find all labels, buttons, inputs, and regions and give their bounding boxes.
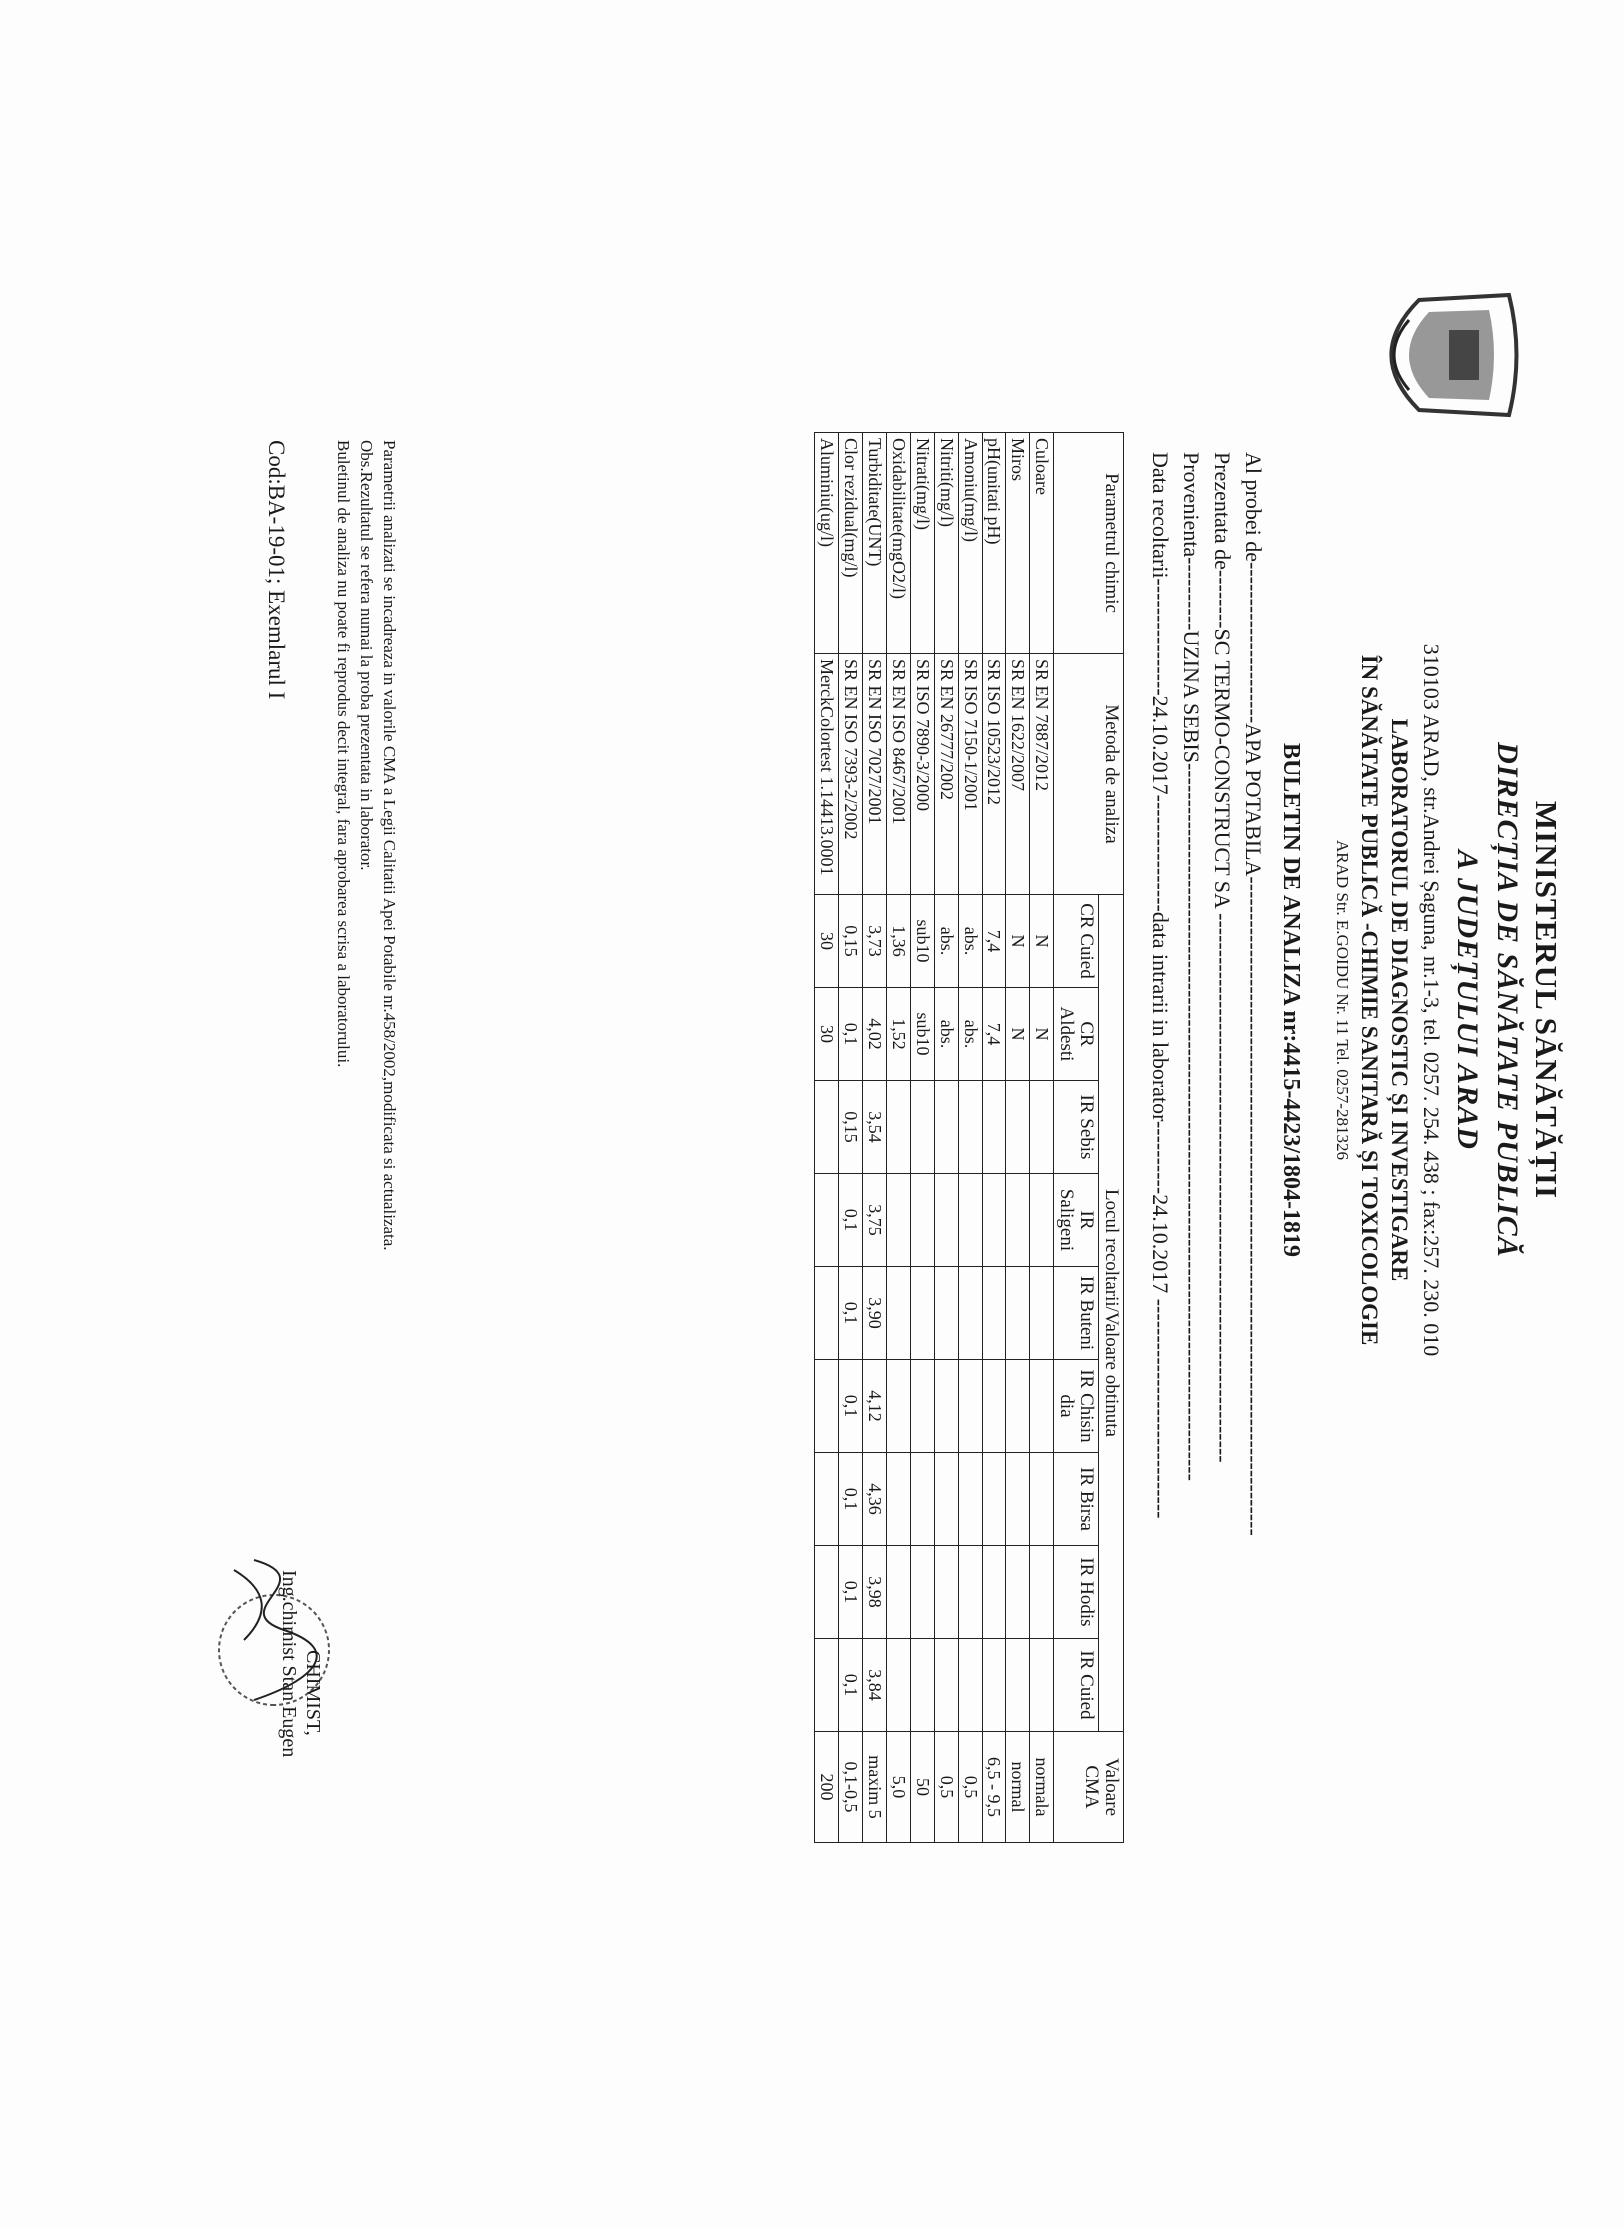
value-cell xyxy=(934,1081,958,1174)
value-cell: 3,84 xyxy=(863,1639,887,1732)
value-cell: 0,15 xyxy=(839,1081,863,1174)
value-cell: 3,98 xyxy=(863,1546,887,1639)
cma-cell: 0,5 xyxy=(934,1732,958,1843)
cma-cell: maxim 5 xyxy=(863,1732,887,1843)
value-cell: 0,1 xyxy=(839,1174,863,1267)
value-cell xyxy=(982,1267,1006,1360)
laboratory-address: ARAD Str. E.GOIDU Nr. 11 Tel. 0257-281326 xyxy=(1333,840,1352,1160)
method-cell: MerckColortest 1.14413.0001 xyxy=(815,654,839,895)
location-header: IR Hodis xyxy=(1054,1546,1099,1639)
sampling-dates: Data recoltarii----------------24.10.2017----------------data intrarii in laborator----------24.10.2017 ------------------------------ xyxy=(1148,452,1173,1519)
note-compliance: Parametrii analizati se incadreaza in valorile CMA a Legii Calitatii Apei Potabile nr.458/2002,modificata si actualizata. xyxy=(380,440,399,1251)
value-cell xyxy=(1030,1360,1054,1453)
origin: Provenienta----------UZINA SEBIS-------------------------------------------------------------------------------------------------- xyxy=(1179,452,1204,1481)
parameter-cell: Nitriti(mg/l) xyxy=(934,433,958,654)
ministry-title: MINISTERUL SĂNĂTĂȚII xyxy=(1529,800,1564,1200)
value-cell: N xyxy=(1030,988,1054,1081)
table-row xyxy=(1030,433,1054,1843)
value-cell xyxy=(1006,1360,1030,1453)
value-cell: 7,4 xyxy=(982,895,1006,988)
value-cell xyxy=(982,1174,1006,1267)
table-row xyxy=(1006,433,1030,1843)
method-cell: SR EN 26777/2002 xyxy=(934,654,958,895)
value-cell xyxy=(910,1546,934,1639)
value-cell xyxy=(934,1639,958,1732)
value-cell xyxy=(910,1453,934,1546)
value-cell: 3,90 xyxy=(863,1267,887,1360)
value-cell: 0,1 xyxy=(839,1267,863,1360)
value-cell xyxy=(910,1081,934,1174)
value-cell xyxy=(982,1360,1006,1453)
cma-cell: normal xyxy=(1006,1732,1030,1843)
value-cell xyxy=(910,1174,934,1267)
value-cell xyxy=(958,1081,982,1174)
value-cell xyxy=(886,1174,910,1267)
header-location: Locul recoltarii/Valoare obtinuta xyxy=(1099,895,1124,1732)
value-cell: 0,1 xyxy=(839,1546,863,1639)
submitted-by: Prezentata de--------SC TERMO-CONSTRUCT SA --------------------------------------------------------------------------- xyxy=(1210,452,1235,1463)
value-cell xyxy=(934,1174,958,1267)
value-cell xyxy=(815,1546,839,1639)
parameter-cell: Culoare xyxy=(1030,433,1054,654)
value-cell xyxy=(1030,1267,1054,1360)
value-cell: sub10 xyxy=(910,988,934,1081)
parameter-cell: Miros xyxy=(1006,433,1030,654)
value-cell xyxy=(982,1639,1006,1732)
value-cell xyxy=(886,1546,910,1639)
location-header: IR Cuied xyxy=(1054,1639,1099,1732)
value-cell: abs. xyxy=(958,895,982,988)
value-cell xyxy=(815,1267,839,1360)
bulletin-title: BULETIN DE ANALIZA nr:4415-4423/1804-1819 xyxy=(1278,742,1304,1258)
method-cell: SR EN 7887/2012 xyxy=(1030,654,1054,895)
laboratory-subtitle: ÎN SĂNĂTATE PUBLICĂ -CHIMIE SANITARĂ ȘI TOXICOLOGIE xyxy=(1357,654,1382,1346)
value-cell xyxy=(910,1360,934,1453)
cma-cell: 0,5 xyxy=(958,1732,982,1843)
value-cell xyxy=(886,1081,910,1174)
method-cell: SR ISO 7890-3/2000 xyxy=(910,654,934,895)
method-cell: SR EN ISO 8467/2001 xyxy=(886,654,910,895)
value-cell xyxy=(815,1639,839,1732)
parameter-cell: Nitrati(mg/l) xyxy=(910,433,934,654)
header-parameter: Parametrul chimic xyxy=(1054,433,1124,654)
method-cell: SR ISO 7150-1/2001 xyxy=(958,654,982,895)
value-cell: 30 xyxy=(815,895,839,988)
value-cell xyxy=(1006,1174,1030,1267)
value-cell xyxy=(1030,1081,1054,1174)
value-cell xyxy=(910,1639,934,1732)
location-header: IR Saligeni xyxy=(1054,1174,1099,1267)
laboratory-title: LABORATORUL DE DIAGNOSTIC ȘI INVESTIGARE xyxy=(1387,718,1412,1282)
table-row xyxy=(934,433,958,1843)
value-cell: 1,36 xyxy=(886,895,910,988)
parameter-cell: Amoniu(mg/l) xyxy=(958,433,982,654)
value-cell: 0,1 xyxy=(839,1453,863,1546)
cma-cell: 6,5 - 9,5 xyxy=(982,1732,1006,1843)
value-cell xyxy=(934,1360,958,1453)
parameter-cell: Turbiditate(UNT) xyxy=(863,433,887,654)
method-cell: SR ISO 10523/2012 xyxy=(982,654,1006,895)
cma-cell: 5,0 xyxy=(886,1732,910,1843)
cma-cell: normala xyxy=(1030,1732,1054,1843)
value-cell xyxy=(815,1174,839,1267)
document-code: Cod:BA-19-01; Exemlarul I xyxy=(264,440,289,700)
value-cell xyxy=(958,1453,982,1546)
value-cell: 0,1 xyxy=(839,1360,863,1453)
value-cell: 4,02 xyxy=(863,988,887,1081)
value-cell xyxy=(910,1267,934,1360)
value-cell xyxy=(982,1453,1006,1546)
value-cell: 3,75 xyxy=(863,1174,887,1267)
method-cell: SR EN ISO 7027/2001 xyxy=(863,654,887,895)
table-row xyxy=(815,433,839,1843)
location-header: CR Cuied xyxy=(1054,895,1099,988)
signature-role: CHIMIST, xyxy=(302,1650,324,1736)
value-cell: sub10 xyxy=(910,895,934,988)
location-header: IR Sebis xyxy=(1054,1081,1099,1174)
cma-cell: 200 xyxy=(815,1732,839,1843)
value-cell xyxy=(886,1639,910,1732)
value-cell: 3,73 xyxy=(863,895,887,988)
value-cell xyxy=(1030,1639,1054,1732)
value-cell: N xyxy=(1006,988,1030,1081)
value-cell: abs. xyxy=(934,988,958,1081)
value-cell xyxy=(815,1453,839,1546)
value-cell: 4,36 xyxy=(863,1453,887,1546)
signature-name: Ing.chimist Stan Eugen xyxy=(278,1570,300,1758)
value-cell xyxy=(982,1546,1006,1639)
county-title: A JUDEȚULUI ARAD xyxy=(1451,850,1484,1150)
value-cell xyxy=(1006,1267,1030,1360)
value-cell xyxy=(958,1639,982,1732)
value-cell xyxy=(1030,1174,1054,1267)
table-row xyxy=(910,433,934,1843)
value-cell xyxy=(815,1081,839,1174)
value-cell xyxy=(958,1360,982,1453)
method-cell: SR EN 1622/2007 xyxy=(1006,654,1030,895)
sample-type: Al probei de----------------------APA POTABILA------------------------------------------------------------------------------------------ xyxy=(1241,452,1266,1536)
value-cell: N xyxy=(1030,895,1054,988)
parameter-cell: pH(unitati pH) xyxy=(982,433,1006,654)
value-cell xyxy=(886,1267,910,1360)
value-cell xyxy=(886,1453,910,1546)
value-cell xyxy=(958,1546,982,1639)
value-cell xyxy=(1006,1639,1030,1732)
value-cell xyxy=(815,1360,839,1453)
table-row xyxy=(886,433,910,1843)
value-cell xyxy=(1030,1546,1054,1639)
value-cell: 3,54 xyxy=(863,1081,887,1174)
value-cell xyxy=(934,1267,958,1360)
parameter-cell: Oxidabilitate(mgO2/l) xyxy=(886,433,910,654)
location-header: CR Aldesti xyxy=(1054,988,1099,1081)
note-reproduction: Buletinul de analiza nu poate fi reprodus decit integral, fara aprobarea scrisa a laboratorului. xyxy=(334,440,353,1068)
value-cell: 0,1 xyxy=(839,988,863,1081)
value-cell: 0,1 xyxy=(839,1639,863,1732)
value-cell xyxy=(1006,1081,1030,1174)
parameter-cell: Clor rezidual(mg/l) xyxy=(839,433,863,654)
value-cell: 30 xyxy=(815,988,839,1081)
cma-cell: 0,1-0,5 xyxy=(839,1732,863,1843)
directorate-title: DIRECȚIA DE SĂNĂTATE PUBLICĂ xyxy=(1491,742,1524,1258)
table-row xyxy=(863,433,887,1843)
table-row xyxy=(839,433,863,1843)
header-method: Metoda de analiza xyxy=(1054,654,1124,895)
address-line: 310103 ARAD, str.Andrei Șaguna, nr.1-3, tel. 0257. 254. 438 ; fax:257. 230. 010 xyxy=(1419,643,1444,1357)
value-cell: 4,12 xyxy=(863,1360,887,1453)
value-cell xyxy=(958,1267,982,1360)
cma-cell: 50 xyxy=(910,1732,934,1843)
value-cell: abs. xyxy=(934,895,958,988)
value-cell xyxy=(1030,1453,1054,1546)
value-cell: 0,15 xyxy=(839,895,863,988)
location-header: IR Birsa xyxy=(1054,1453,1099,1546)
results-table xyxy=(814,432,1124,1843)
value-cell xyxy=(934,1453,958,1546)
header-cma: Valoare CMA xyxy=(1054,1732,1124,1843)
location-header: IR Buteni xyxy=(1054,1267,1099,1360)
value-cell: 1,52 xyxy=(886,988,910,1081)
value-cell xyxy=(958,1174,982,1267)
value-cell: 7,4 xyxy=(982,988,1006,1081)
value-cell xyxy=(982,1081,1006,1174)
value-cell: N xyxy=(1006,895,1030,988)
value-cell: abs. xyxy=(958,988,982,1081)
table-row xyxy=(958,433,982,1843)
location-header: IR Chisin dia xyxy=(1054,1360,1099,1453)
value-cell xyxy=(1006,1546,1030,1639)
value-cell xyxy=(886,1360,910,1453)
results-body xyxy=(815,433,1054,1843)
note-observation: Obs.Rezultatul se refera numai la proba prezentata in laborator. xyxy=(357,440,376,871)
value-cell xyxy=(1006,1453,1030,1546)
method-cell: SR EN ISO 7393-2/2002 xyxy=(839,654,863,895)
table-row xyxy=(982,433,1006,1843)
parameter-cell: Aluminiu(ug/l) xyxy=(815,433,839,654)
value-cell xyxy=(934,1546,958,1639)
